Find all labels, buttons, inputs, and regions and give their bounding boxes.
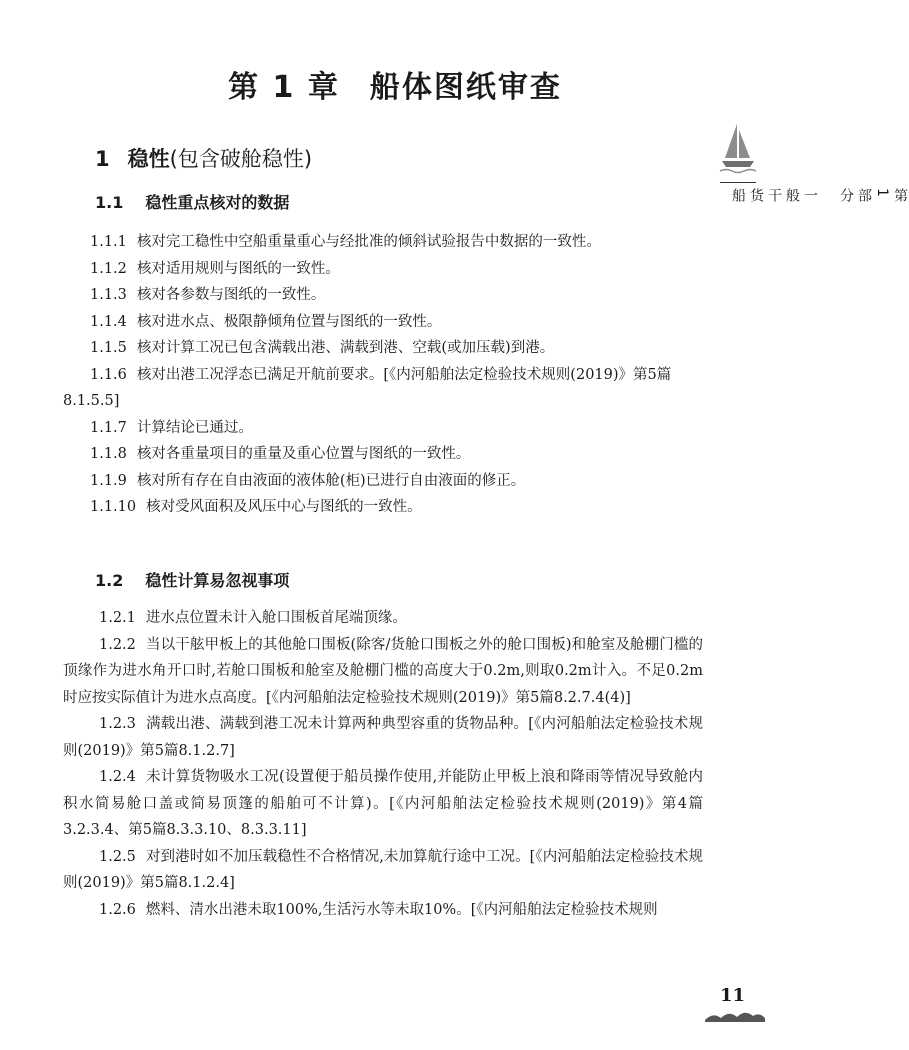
subsection-number: 1.1 [95, 193, 124, 212]
wave-icon [705, 1008, 765, 1022]
list-item: 1.1.4 核对进水点、极限静倾角位置与图纸的一致性。 [90, 313, 442, 330]
subsection-title: 稳性重点核对的数据 [145, 193, 290, 212]
chapter-label: 第 1 章 [228, 70, 340, 105]
list-item: 1.2.2 当以干舷甲板上的其他舱口围板(除客/货舱口围板之外的舱口围板)和舱室及舱棚门槛的顶缘作为进水角开口时,若舱口围板和舱室及舱棚门槛的高度大于0.2m,则取0.2m计入。不足0.2m时应按实际值计为进水点高度。[《内河船舶法定检验技术规则(2019)》第5篇8.2.7.4(4)] [63, 636, 703, 706]
list-item: 1.2.5 对到港时如不加压载稳性不合格情况,未加算航行途中工况。[《内河船舶法定检验技术规则(2019)》第5篇8.1.2.4] [63, 848, 703, 891]
sailboat-icon [720, 120, 756, 176]
list-item: 1.1.10 核对受风面积及风压中心与图纸的一致性。 [90, 499, 422, 515]
divider [720, 182, 756, 183]
list-item: 1.2.6 燃料、清水出港未取100%,生活污水等未取10%。[《内河船舶法定检验技术规则 [99, 901, 658, 918]
section-title-rest: (包含破舱稳性) [169, 147, 313, 171]
subsection-title: 稳性计算易忽视事项 [145, 571, 290, 590]
list-item: 1.1.6 核对出港工况浮态已满足开航前要求。[《内河船舶法定检验技术规则(2019)》第5篇8.1.5.5] [63, 366, 672, 409]
list-item: 1.1.3 核对各参数与图纸的一致性。 [90, 287, 326, 303]
section-1-2-heading [95, 568, 289, 591]
section-1-heading [95, 143, 312, 173]
sidebar-tab [720, 120, 908, 203]
list-1-2 [63, 605, 703, 923]
list-item: 1.2.1 进水点位置未计入舱口围板首尾端顶缘。 [99, 610, 407, 626]
list-item: 1.1.8 核对各重量项目的重量及重心位置与图纸的一致性。 [90, 446, 471, 462]
list-item: 1.2.4 未计算货物吸水工况(设置便于船员操作使用,并能防止甲板上浪和降雨等情况导致舱内积水简易舱口盖或简易顶篷的船舶可不计算)。[《内河船舶法定检验技术规则(2019)》第4篇3.2.3.4、第5篇8.3.3.10、8.3.3.11] [63, 769, 703, 838]
list-1-1 [63, 229, 703, 521]
list-item: 1.1.9 核对所有存在自由液面的液体舱(柜)已进行自由液面的修正。 [90, 472, 526, 489]
subsection-number: 1.2 [95, 571, 124, 590]
section-number: 1 [95, 147, 110, 171]
part-label: 第1部分一般干货船 [730, 188, 908, 203]
list-item: 1.1.5 核对计算工况已包含满载出港、满载到港、空载(或加压载)到港。 [90, 340, 555, 356]
list-item: 1.2.3 满载出港、满载到港工况未计算两种典型容重的货物品种。[《内河船舶法定检验技术规则(2019)》第5篇8.1.2.7] [63, 716, 703, 759]
section-title-bold: 稳性 [127, 147, 170, 171]
chapter-name: 船体图纸审查 [369, 70, 562, 105]
page-number: 11 [720, 985, 746, 1006]
list-item: 1.1.7 计算结论已通过。 [90, 419, 253, 436]
section-1-1-heading [95, 190, 289, 213]
chapter-title [0, 62, 790, 106]
list-item: 1.1.2 核对适用规则与图纸的一致性。 [90, 260, 340, 277]
list-item: 1.1.1 核对完工稳性中空船重量重心与经批准的倾斜试验报告中数据的一致性。 [90, 234, 601, 250]
